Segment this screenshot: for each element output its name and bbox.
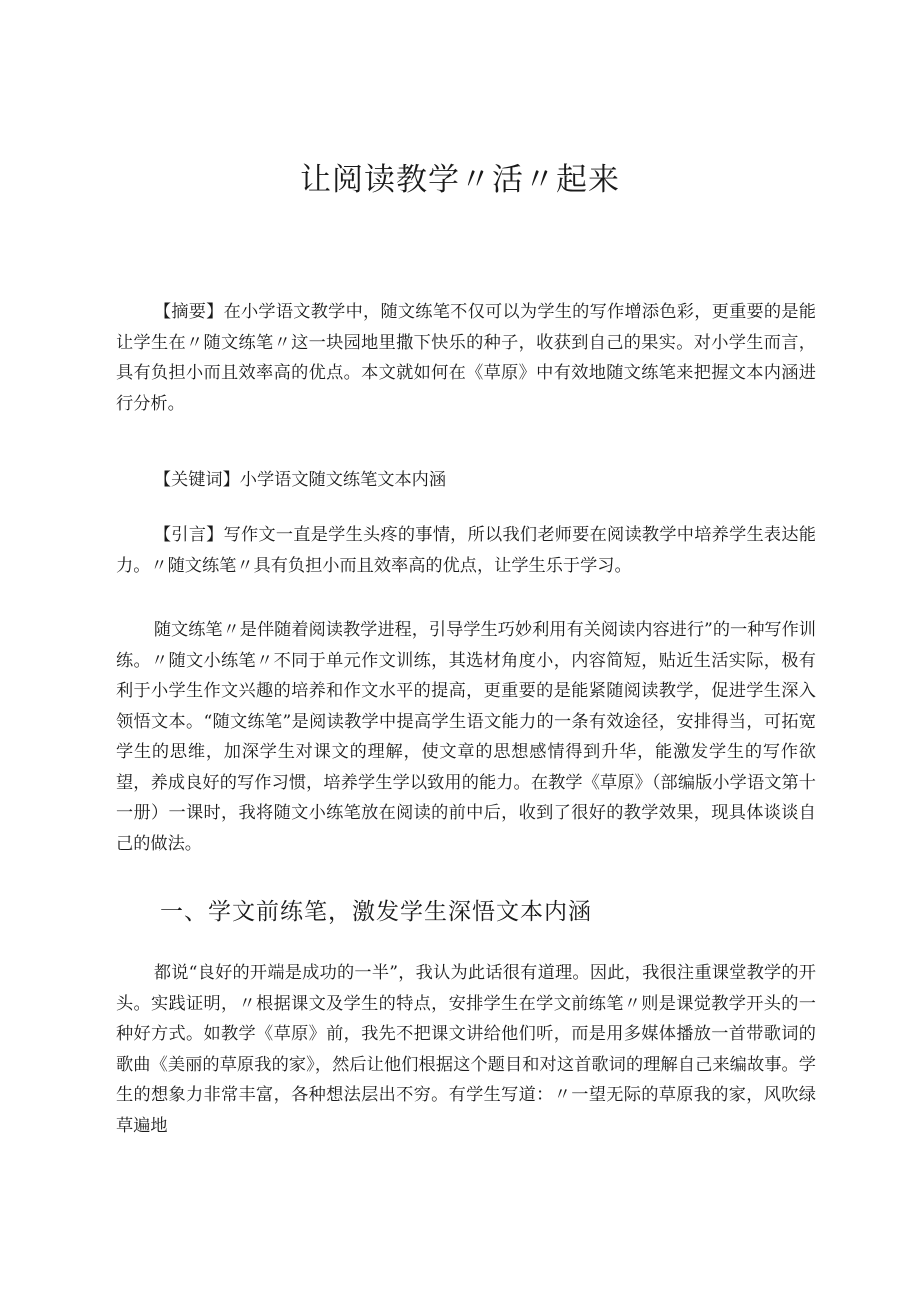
- body-paragraph-2: 都说“良好的开端是成功的一半”，我认为此话很有道理。因此，我很注重课堂教学的开头。实践证明，〃根据课文及学生的特点，安排学生在学文前练笔〃则是课觉教学开头的一种好方式。如教学《草原》前，我先不把课文讲给他们听，而是用多媒体播放一首带歌词的歌曲《美丽的草原我的家》，然后让他们根据这个题目和对这首歌词的理解自己来编故事。学生的想象力非常丰富，各种想法层出不穷。有学生写道：〃一望无际的草原我的家，风吹绿草遍地: [116, 963, 816, 1136]
- document-title: 让阅读教学〃活〃起来: [300, 162, 620, 198]
- keywords-paragraph: [116, 465, 816, 496]
- intro-label: 【引言】: [153, 525, 224, 545]
- intro-paragraph: [116, 520, 816, 581]
- abstract-text: 在小学语文教学中，随文练笔不仅可以为学生的写作增添色彩，更重要的是能让学生在〃随文练笔〃这一块园地里撒下快乐的种子，收获到自己的果实。对小学生而言，具有负担小而且效率高的优点。本文就如何在《草原》中有效地随文练笔来把握文本内涵进行分析。: [116, 302, 816, 414]
- intro-text: 写作文一直是学生头疼的事情，所以我们老师要在阅读教学中培养学生表达能力。〃随文练笔〃具有负担小而且效率高的优点，让学生乐于学习。: [116, 525, 816, 576]
- keywords-label: 【关键词】: [153, 470, 240, 490]
- section-heading-1: 一、学文前练笔，激发学生深悟文本内涵: [160, 899, 592, 925]
- abstract-paragraph: [116, 297, 816, 419]
- keywords-text: 小学语文随文练笔文本内涵: [239, 470, 447, 490]
- abstract-label: 【摘要】: [153, 302, 224, 322]
- body-paragraph-1: 随文练笔〃是伴随着阅读教学进程，引导学生巧妙利用有关阅读内容进行”的一种写作训练。〃随文小练笔〃不同于单元作文训练，其选材角度小，内容简短，贴近生活实际，极有利于小学生作文兴趣的培养和作文水平的提高，更重要的是能紧随阅读教学，促进学生深入领悟文本。“随文练笔”是阅读教学中提高学生语文能力的一条有效途径，安排得当，可拓宽学生的思维，加深学生对课文的理解，使文章的思想感情得到升华，能激发学生的写作欲望，养成良好的写作习惯，培养学生学以致用的能力。在教学《草原》（部编版小学语文第十一册）一课时，我将随文小练笔放在阅读的前中后，收到了很好的教学效果，现具体谈谈自己的做法。: [116, 620, 816, 854]
